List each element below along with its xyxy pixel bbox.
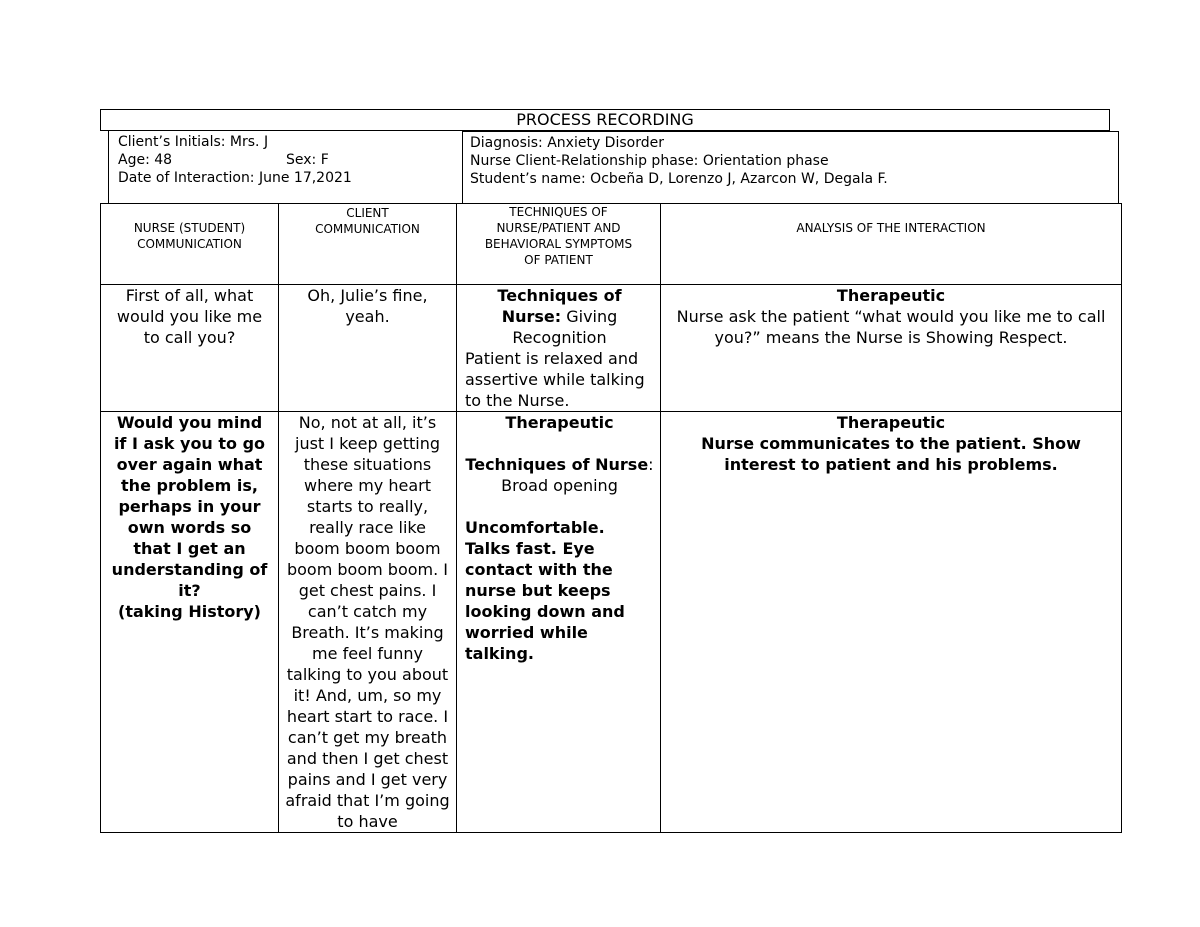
- header-techniques: [457, 204, 661, 285]
- behavior-description: Patient is relaxed and assertive while talking to the Nurse.: [465, 349, 645, 410]
- header-line: OF PATIENT: [524, 253, 593, 267]
- header-line: NURSE (STUDENT): [133, 221, 246, 235]
- client-info-box: [108, 131, 463, 204]
- analysis-text: Nurse ask the patient “what would you like me to call you?” means the Nurse is Showing Respect.: [676, 307, 1106, 347]
- nurse-statement: First of all, what would you like me to call you?: [116, 286, 263, 347]
- header-nurse-communication: [101, 204, 279, 285]
- client-statement: Oh, Julie’s fine, yeah.: [307, 286, 428, 326]
- document-title: PROCESS RECORDING: [100, 109, 1110, 131]
- client-initials: Client’s Initials: Mrs. J: [118, 134, 269, 150]
- analysis-cell: [661, 412, 1122, 833]
- header-line: BEHAVIORAL SYMPTOMS: [484, 237, 633, 251]
- student-names: Student’s name: Ocbeña D, Lorenzo J, Azarcon W, Degala F.: [470, 171, 888, 187]
- client-age: Age: 48: [118, 152, 173, 168]
- analysis-text: Nurse communicates to the patient. Show interest to patient and his problems.: [701, 434, 1081, 474]
- header-line: NURSE/PATIENT AND: [496, 221, 621, 235]
- header-line: COMMUNICATION: [315, 222, 420, 236]
- header-line: TECHNIQUES OF: [509, 205, 608, 219]
- diagnosis: Diagnosis: Anxiety Disorder: [470, 135, 664, 151]
- analysis-cell: [661, 285, 1122, 412]
- client-communication-cell: [279, 285, 457, 412]
- analysis-title: Therapeutic: [836, 413, 946, 432]
- technique: [465, 285, 654, 348]
- header-line: COMMUNICATION: [137, 237, 242, 251]
- interaction-date: Date of Interaction: June 17,2021: [118, 170, 352, 186]
- analysis-title: Therapeutic: [836, 286, 946, 305]
- technique-title: Therapeutic: [505, 413, 614, 432]
- technique-label: Techniques of Nurse:: [497, 286, 622, 326]
- behavior-description: Uncomfortable. Talks fast. Eye contact with the nurse but keeps looking down and worried while talking.: [465, 518, 625, 663]
- relationship-phase: Nurse Client-Relationship phase: Orientation phase: [470, 153, 829, 169]
- technique-label: Techniques of Nurse: [465, 455, 649, 474]
- client-sex: Sex: F: [286, 152, 329, 168]
- diagnosis-info-box: [462, 131, 1119, 204]
- header-client-communication: [279, 204, 457, 285]
- technique: [465, 454, 654, 496]
- table-header-row: [101, 204, 1122, 285]
- client-statement: No, not at all, it’s just I keep getting these situations where my heart starts to really, really race like boom boom boom boom boom boom. I get chest pains. I can’t catch my Breath. It’s making me feel funny talking to you about it! And, um, so my heart start to race. I can’t get my breath and then I get chest pains and I get very afraid that I’m going to have: [285, 413, 450, 831]
- header-line: CLIENT: [346, 206, 389, 220]
- techniques-cell: [457, 285, 661, 412]
- nurse-communication-cell: [101, 412, 279, 833]
- technique-value: Giving Recognition: [512, 307, 618, 347]
- nurse-note: (taking History): [118, 602, 261, 621]
- technique-value: : Broad opening: [501, 455, 654, 495]
- header-analysis: [661, 204, 1122, 285]
- process-recording-table: [100, 203, 1122, 833]
- table-row: [101, 285, 1122, 412]
- table-row: [101, 412, 1122, 833]
- techniques-cell: [457, 412, 661, 833]
- nurse-communication-cell: [101, 285, 279, 412]
- header-line: ANALYSIS OF THE INTERACTION: [796, 221, 986, 235]
- nurse-statement: Would you mind if I ask you to go over again what the problem is, perhaps in your own words so that I get an understanding of it?: [111, 413, 268, 600]
- client-communication-cell: [279, 412, 457, 833]
